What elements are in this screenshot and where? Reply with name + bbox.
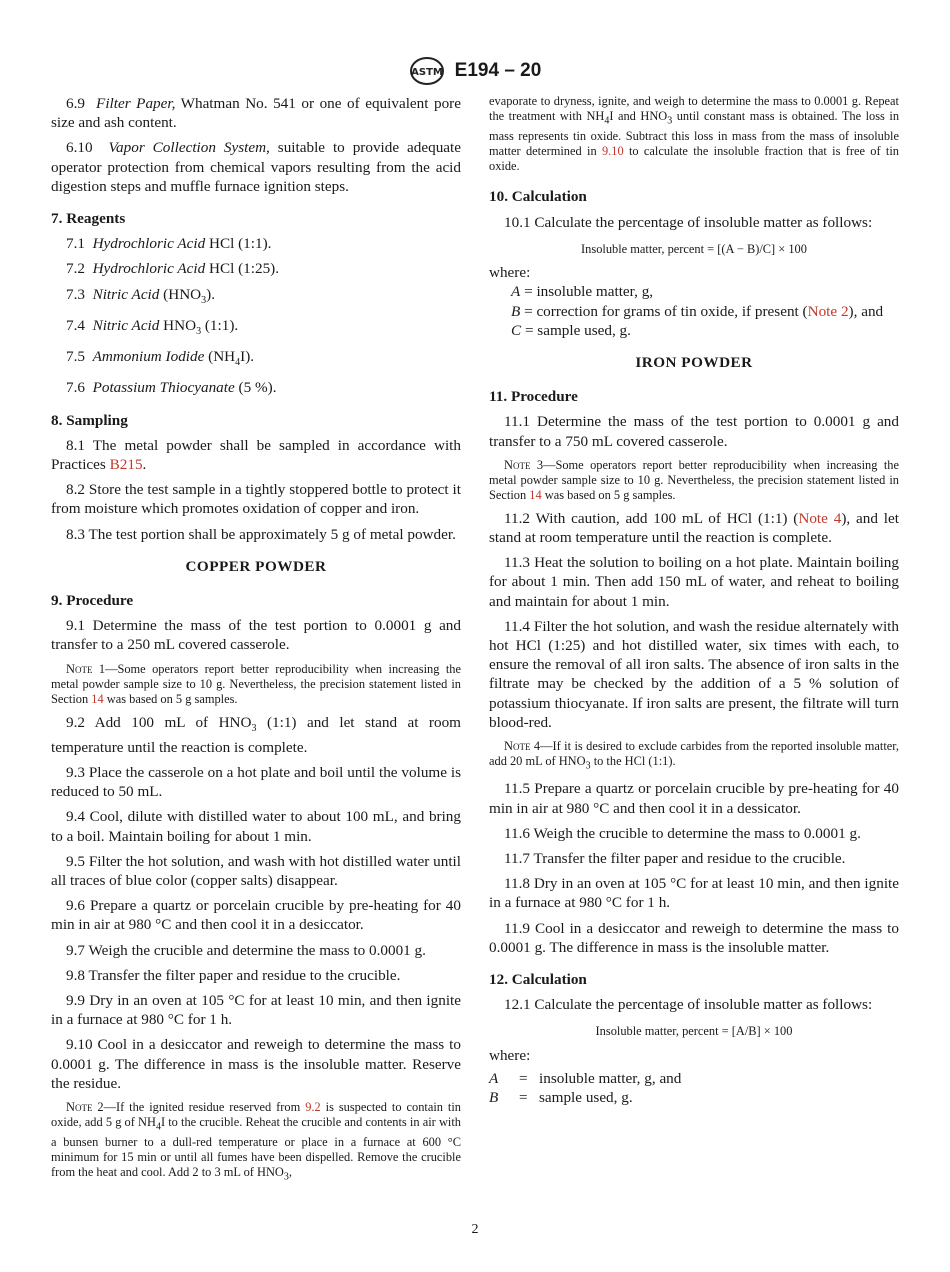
para-11-4: 11.4 Filter the hot solution, and wash the residue alternately with hot HCl (1:25) and hot distilled water, six times with each, to ensure the removal of all iron salts. The absence of iron salts in the filtrate may be checked by the addition of a 5 % solution of potassium thiocyanate. If iron salts are present, the filtrate will turn blood-red.	[489, 617, 899, 731]
reagent-7-6: 7.6 Potassium Thiocyanate (5 %).	[66, 379, 277, 397]
definition-b: B = correction for grams of tin oxide, if present (Note 2), and	[511, 302, 884, 320]
para-9-5: 9.5 Filter the hot solution, and wash with hot distilled water until all traces of blue color (copper salts) disappear.	[51, 852, 461, 890]
para-11-9: 11.9 Cool in a desiccator and reweigh to determine the mass to 0.0001 g. The difference in mass is the insoluble matter.	[489, 919, 899, 956]
para-11-3: 11.3 Heat the solution to boiling on a hot plate. Maintain boiling for about 1 min. Then add 150 mL of water, and reheat to boiling and maintain for about 1 min.	[489, 554, 899, 610]
para-9-1: 9.1 Determine the mass of the test portion to 0.0001 g and transfer to a 250 mL covered casserole.	[51, 617, 461, 654]
definition-2-b: B = sample used, g.	[489, 1089, 633, 1107]
where-label-1: where:	[489, 264, 531, 282]
ref-9-10-link[interactable]: 9.10	[601, 144, 624, 159]
page-number: 2	[471, 1222, 479, 1237]
section-heading-procedure-9: 9. Procedure	[51, 591, 134, 609]
para-11-1: 11.1 Determine the mass of the test portion to 0.0001 g and transfer to a 750 mL covered casserole.	[489, 413, 899, 450]
note-1: Note 1—Some operators report better reproducibility when increasing the metal powder sample size to 10 g. Nevertheless, the precision statement listed in Section 14 was based on 5 g samples.	[51, 661, 461, 706]
para-9-6: 9.6 Prepare a quartz or porcelain crucible by pre-heating for 40 min in air at 980 °C and then cool it in a desiccator.	[51, 897, 461, 934]
ref-section-14-link[interactable]: 14	[91, 691, 104, 706]
definition-a: A = insoluble matter, g,	[511, 283, 654, 301]
section-heading-calculation-10: 10. Calculation	[489, 188, 587, 206]
note-3: Note 3—Some operators report better reproducibility when increasing the metal powder sample size to 10 g. Nevertheless, the precision statement listed in Section 14 was based on 5 g samples.	[489, 457, 899, 502]
reagent-7-2: 7.2 Hydrochloric Acid HCl (1:25).	[66, 260, 280, 278]
note-2: Note 2—If the ignited residue reserved from 9.2 is suspected to contain tin oxide, add 5 g of $NH_4I$ to the crucible. Reheat the crucible and contents in air with a bunsen burner to a dull-red temperature or place in a furnace at 600 °C minimum for 15 min or until all fumes have been dispelled. Remove the crucible from the heat and cool. Add 2 to 3 mL of $HNO_3$,	[51, 1100, 461, 1182]
para-8-1: 8.1 The metal powder shall be sampled in accordance with Practices B215.	[51, 436, 461, 473]
definition-2-a: A = insoluble matter, g, and	[489, 1069, 682, 1087]
para-8-2: 8.2 Store the test sample in a tightly stoppered bottle to protect it from moisture which promotes oxidation of copper and iron.	[51, 481, 461, 518]
para-9-8: 9.8 Transfer the filter paper and residue to the crucible.	[66, 966, 401, 984]
definition-c: C = sample used, g.	[511, 321, 631, 339]
para-12-1: 12.1 Calculate the percentage of insoluble matter as follows:	[504, 996, 873, 1014]
where-label-2: where:	[489, 1046, 531, 1064]
reagent-7-1: 7.1 Hydrochloric Acid HCl (1:1).	[66, 235, 272, 253]
para-11-2: 11.2 With caution, add 100 mL of HCl (1:1) (Note 4), and let stand at room temperature until the reaction is complete.	[489, 509, 899, 546]
para-9-10: 9.10 Cool in a desiccator and reweigh to determine the mass to 0.0001 g. The difference in mass is the insoluble matter. Reserve the residue.	[51, 1036, 461, 1092]
para-6-9: 6.9 Filter Paper, Whatman No. 541 or one of equivalent pore size and ash content.	[51, 95, 461, 132]
reagent-7-4: 7.4 Nitric Acid $HNO_3$ (1:1).	[66, 316, 239, 337]
para-11-8: 11.8 Dry in an oven at 105 °C for at least 10 min, and then ignite in a furnace at 980 °C for 1 h.	[489, 875, 899, 912]
heading-copper-powder: COPPER POWDER	[185, 557, 327, 575]
astm-logo-icon	[409, 56, 445, 86]
para-6-10: 6.10 Vapor Collection System, suitable to provide adequate operator protection from chemical vapors resulting from the acid digestion steps and muffle furnace ignition steps.	[51, 139, 462, 195]
ref-note-2-link[interactable]: Note 2	[807, 302, 849, 320]
left-column	[51, 94, 461, 1190]
para-9-7: 9.7 Weigh the crucible and determine the mass to 0.0001 g.	[66, 941, 426, 959]
section-heading-reagents: 7. Reagents	[51, 210, 126, 228]
standard-designation: E194 – 20	[454, 60, 542, 81]
right-column	[489, 94, 899, 1107]
ref-9-2-link[interactable]: 9.2	[305, 1100, 321, 1115]
page-header	[0, 56, 950, 86]
para-11-6: 11.6 Weigh the crucible to determine the mass to 0.0001 g.	[504, 824, 861, 842]
para-11-7: 11.7 Transfer the filter paper and residue to the crucible.	[504, 850, 846, 868]
reagent-7-5: 7.5 Ammonium Iodide $(NH_4I)$.	[66, 348, 255, 369]
para-9-9: 9.9 Dry in an oven at 105 °C for at least 10 min, and then ignite in a furnace at 980 °C for 1 h.	[51, 992, 461, 1029]
para-8-3: 8.3 The test portion shall be approximately 5 g of metal powder.	[66, 525, 456, 543]
heading-iron-powder: IRON POWDER	[635, 353, 753, 371]
para-9-2: 9.2 Add 100 mL of $HNO_3$ (1:1) and let stand at room temperature until the reaction is complete.	[51, 713, 461, 756]
para-9-3: 9.3 Place the casserole on a hot plate and boil until the volume is reduced to 50 mL.	[51, 764, 461, 801]
ref-section-14-link-2[interactable]: 14	[529, 487, 542, 502]
svg-text:ASTM: ASTM	[410, 67, 443, 78]
section-heading-procedure-11: 11. Procedure	[489, 388, 578, 406]
section-heading-sampling: 8. Sampling	[51, 411, 128, 429]
equation-2: Insoluble matter, percent = [A/B] × 100	[595, 1024, 793, 1039]
note-4: Note 4—If it is desired to exclude carbides from the reported insoluble matter, add 20 mL of $HNO_3$ to the HCl (1:1).	[489, 738, 899, 772]
ref-b215-link[interactable]: B215	[109, 455, 143, 473]
para-10-1: 10.1 Calculate the percentage of insoluble matter as follows:	[504, 213, 873, 231]
reagent-7-3: 7.3 Nitric Acid $(HNO_3)$.	[66, 285, 215, 306]
para-11-5: 11.5 Prepare a quartz or porcelain crucible by pre-heating for 40 min in air at 980 °C and then cool it in a dessicator.	[489, 780, 899, 817]
equation-1: Insoluble matter, percent = [(A − B)/C] × 100	[581, 241, 807, 256]
para-9-4: 9.4 Cool, dilute with distilled water to about 100 mL, and bring to a boil. Maintain boiling for about 1 min.	[51, 808, 461, 845]
note-2-continued: evaporate to dryness, ignite, and weigh to determine the mass to 0.0001 g. Repeat the treatment with $NH_4I$ and $HNO_3$ until constant mass is obtained. The loss in mass represents tin oxide. Subtract this loss in mass from the mass of insoluble matter determined in 9.10 to calculate the insoluble fraction that is free of tin oxide.	[489, 94, 900, 174]
ref-note-4-link[interactable]: Note 4	[798, 509, 842, 527]
section-heading-calculation-12: 12. Calculation	[489, 971, 587, 989]
